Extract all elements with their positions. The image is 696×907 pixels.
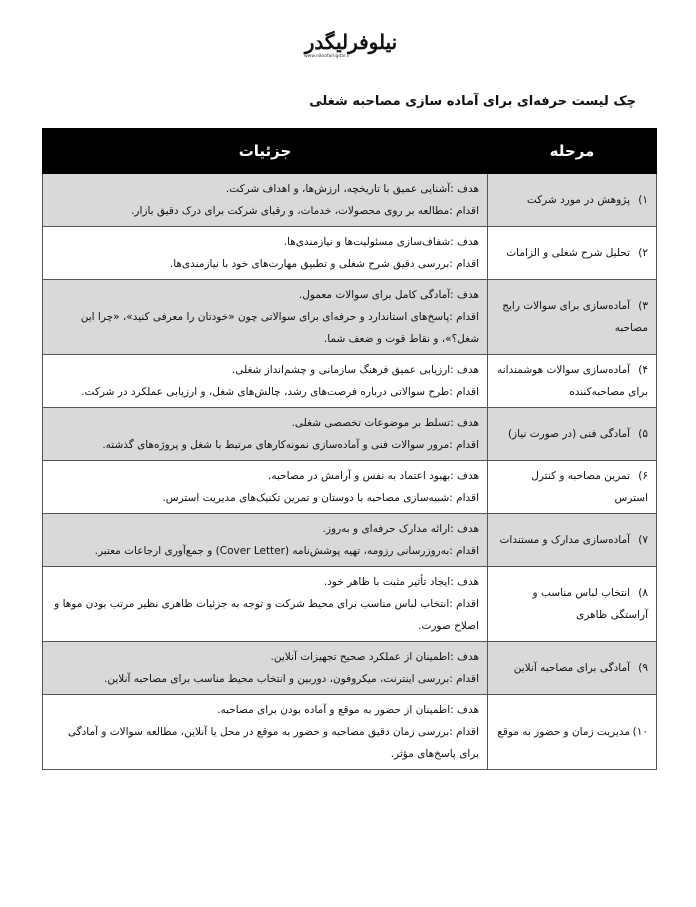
stage-label: مدیریت زمان و حضور به موقع [497,726,630,738]
checklist-table [42,128,657,770]
document-title: چک لیست حرفه‌ای برای آماده سازی مصاحبه شغلی [309,94,636,109]
table-row [43,461,657,514]
goal-text: هدف :اطمینان از حضور به موقع و آماده بودن برای مصاحبه. [217,704,479,716]
goal-text: هدف :اطمینان از عملکرد صحیح تجهیزات آنلاین. [270,651,479,663]
stage-number: ۹) [638,662,648,674]
action-text: اقدام :به‌روزرسانی رزومه، تهیه پوشش‌نامه (Cover Letter) و جمع‌آوری ارجاعات معتبر. [94,545,479,557]
action-text: اقدام :بررسی اینترنت، میکروفون، دوربین و انتخاب محیط مناسب برای مصاحبه آنلاین. [104,673,479,685]
table-row [43,695,657,770]
details-cell [43,174,488,227]
goal-text: هدف :ارائه مدارک حرفه‌ای و به‌روز. [322,523,479,535]
details-cell [43,567,488,642]
goal-text: هدف :آمادگی کامل برای سوالات معمول. [298,289,479,301]
action-text: اقدام :شبیه‌سازی مصاحبه با دوستان و تمرین تکنیک‌های مدیریت استرس. [162,492,479,504]
brand-logo [298,30,404,66]
stage-label: آماده‌سازی برای سوالات رایج مصاحبه [502,300,648,334]
stage-cell [488,227,657,280]
stage-label: آماده‌سازی سوالات هوشمندانه برای مصاحبه‌کننده [497,364,648,398]
logo-wordmark: نیلوفرلیگدر [304,30,398,54]
stage-cell [488,642,657,695]
details-cell [43,280,488,355]
stage-number: ۶) [638,470,648,482]
action-text: اقدام :بررسی زمان دقیق مصاحبه و حضور به موقع در محل یا آنلاین، مطالعه سوالات و آمادگی برای پاسخ‌های مؤثر. [67,726,479,760]
table-row [43,514,657,567]
details-cell [43,514,488,567]
logo-url: www.niloofarligdar.ir [304,54,351,59]
details-cell [43,461,488,514]
stage-cell [488,695,657,770]
action-text: اقدام :پاسخ‌های استاندارد و حرفه‌ای برای سوالاتی چون «خودتان را معرفی کنید»، «چرا این شغل؟»، و نقاط قوت و ضعف شما. [80,311,479,345]
stage-number: ۲) [638,247,648,259]
table-header-row [43,129,657,174]
stage-number: ۷) [638,534,648,546]
goal-text: هدف :بهبود اعتماد به نفس و آرامش در مصاحبه. [268,470,479,482]
details-cell [43,642,488,695]
stage-number: ۵) [638,428,648,440]
stage-cell [488,461,657,514]
action-text: اقدام :مطالعه بر روی محصولات، خدمات، و رقبای شرکت برای درک دقیق بازار. [131,205,479,217]
table-row [43,174,657,227]
details-cell [43,227,488,280]
table-row [43,227,657,280]
stage-cell [488,174,657,227]
details-cell [43,408,488,461]
stage-number: ۸) [638,587,648,599]
stage-cell [488,514,657,567]
action-text: اقدام :مرور سوالات فنی و آماده‌سازی نمونه‌کارهای مرتبط با شغل و پروژه‌های گذشته. [102,439,479,451]
stage-cell [488,280,657,355]
goal-text: هدف :تسلط بر موضوعات تخصصی شغلی. [291,417,479,429]
table-row [43,408,657,461]
action-text: اقدام :انتخاب لباس مناسب برای محیط شرکت و توجه به جزئیات ظاهری نظیر مرتب بودن موها و اصلاح صورت. [54,598,479,632]
header-details: جزئیات [43,129,488,174]
stage-cell [488,567,657,642]
header-stage: مرحله [488,129,657,174]
action-text: اقدام :بررسی دقیق شرح شغلی و تطبیق مهارت‌های خود با نیازمندی‌ها. [169,258,479,270]
stage-label: انتخاب لباس مناسب و آراستگی ظاهری [532,587,648,621]
goal-text: هدف :شفاف‌سازی مسئولیت‌ها و نیازمندی‌ها. [283,236,479,248]
stage-label: آماده‌سازی مدارک و مستندات [499,534,630,546]
table-row [43,280,657,355]
stage-number: ۱۰) [632,726,648,738]
stage-label: آمادگی فنی (در صورت نیاز) [507,428,630,440]
action-text: اقدام :طرح سوالاتی درباره فرصت‌های رشد، چالش‌های شغل، و ارزیابی عملکرد در شرکت. [81,386,479,398]
details-cell [43,695,488,770]
stage-cell [488,408,657,461]
details-cell [43,355,488,408]
stage-number: ۴) [638,364,648,376]
table-row [43,355,657,408]
table-row [43,567,657,642]
stage-label: آمادگی برای مصاحبه آنلاین [513,662,630,674]
goal-text: هدف :ایجاد تأثیر مثبت با ظاهر خود. [323,576,479,588]
goal-text: هدف :ارزیابی عمیق فرهنگ سازمانی و چشم‌انداز شغلی. [231,364,479,376]
stage-label: تحلیل شرح شغلی و الزامات [506,247,630,259]
stage-label: پژوهش در مورد شرکت [526,194,630,206]
table-row [43,642,657,695]
stage-label: تمرین مصاحبه و کنترل استرس [531,470,648,504]
goal-text: هدف :آشنایی عمیق با تاریخچه، ارزش‌ها، و اهداف شرکت. [225,183,479,195]
stage-number: ۳) [638,300,648,312]
stage-cell [488,355,657,408]
stage-number: ۱) [638,194,648,206]
